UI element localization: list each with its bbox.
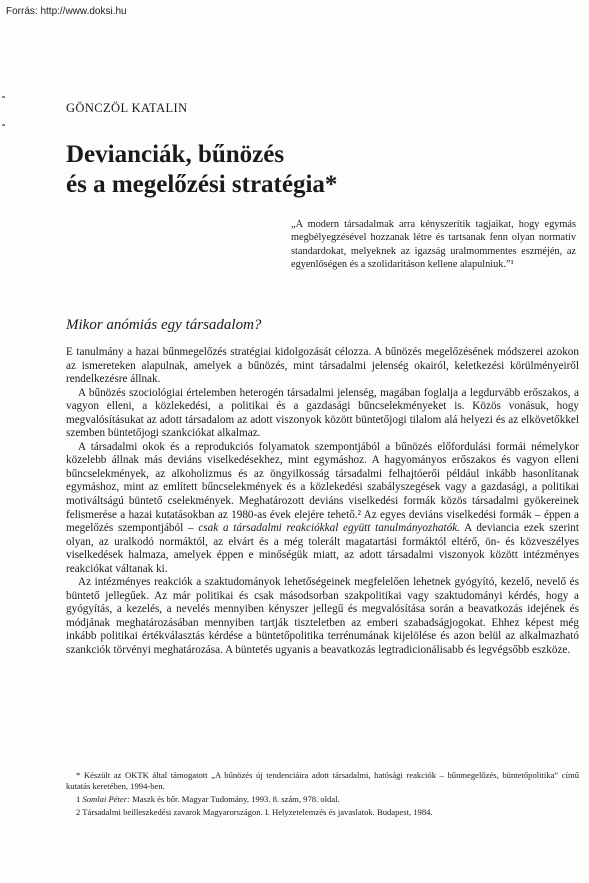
scan-margin-mark (2, 124, 5, 126)
footnote-1-text: Maszk és bőr. Magyar Tudomány, 1993. 8. szám, 978. oldal. (129, 794, 340, 804)
footnote-star: * Készült az OKTK által támogatott „A bűnözés új tendenciáira adott társadalmi, hatósági reakciók – bűnmegelőzés, büntetőpolitika” című kutatás keretében, 1994-ben. (66, 770, 579, 791)
title-line-2: és a megelőzési stratégia* (66, 171, 338, 198)
footnote-1-number: 1 (76, 794, 83, 804)
paragraph-3-emphasis: csak a társadalmi reakciókkal együtt tanulmányozhatók. (198, 522, 460, 535)
scan-margin-mark (2, 96, 5, 98)
paragraph-2: A bűnözés szociológiai értelemben heterogén társadalmi jelenség, magában foglalja a legdurvább erőszakos, a vagyon elleni, a közlekedési, a politikai és a gazdasági bűncselekményeket is. Közös vonásuk, hogy megvalósításukat az adott társadalom az adott viszonyok között büntetőjogi tilalom alá helyezi és az elkövetőkkel szemben büntetőjogi szankciókat alkalmaz. (66, 386, 579, 440)
source-label: Forrás: http://www.doksi.hu (6, 6, 127, 17)
epigraph-quote: „A modern társadalmak arra kényszerítik tagjaikat, hogy egymás megbélyegzésével hozzanak létre és tartsanak fenn olyan normatív standardokat, melyeknek az igazság uralmommentes eszméjén, az egyenlőségen és a szolidaritáson kellene alapulniuk.”¹ (291, 219, 576, 271)
title-line-1: Devianciák, bűnözés (66, 141, 285, 168)
paragraph-3-part-c: A deviancia ezek szerint olyan, az uralkodó normáktól, az elvárt és a még tolerált magatartási formáktól eltérő, ön- és közveszélyes viselkedések halmaza, amelyek éppen e minőségük miatt, az adott társadalmi viszonyok között intézményes reakciókat váltanak ki. (66, 522, 580, 575)
footnotes (66, 770, 579, 820)
author-name: GÖNCZÖL KATALIN (66, 101, 188, 115)
article-title (66, 140, 526, 200)
paragraph-3 (66, 441, 579, 576)
section-heading: Mikor anómiás egy társadalom? (66, 317, 262, 333)
footnote-1-author: Somlai Péter: (82, 794, 130, 804)
footnote-2: 2 Társadalmi beilleszkedési zavarok Magyarországon. I. Helyzetelemzés és javaslatok. Budapest, 1984. (76, 807, 433, 817)
paragraph-4: Az intézményes reakciók a szaktudományok lehetőségeinek megfelelően lehetnek gyógyító, kezelő, nevelő és büntető jellegűek. Az már politikai és csak másodsorban szakpolitikai vagy szaktudományi kérdés, hogy a gyógyítás, a kezelés, a nevelés mennyiben kényszer jellegű és megvalósítása során a beavatkozás idejének és módjának meghatározásában mennyiben tartják tiszteletben az emberi szabadságjogokat. Ehhez képest még inkább politikai értékválasztás kérdése a büntetőpolitika terrénumának kijelölése és azon belül az alkalmazható szankciók törvényi meghatározása. A büntetés ugyanis a beavatkozás legtradicionálisabb és legvégsőbb eszköze. (66, 576, 579, 657)
footnote-1 (66, 794, 579, 805)
paragraph-1: E tanulmány a hazai bűnmegelőzés stratégiai kidolgozását célozza. A bűnözés megelőzésének módszerei azokon az ismereteken alapulnak, amelyek a bűnözés, mint társadalmi jelenség okairól, keletkezési körülményeiről rendelkezésre állnak. (66, 346, 579, 386)
body-text (66, 346, 579, 658)
paragraph-3-part-a: A társadalmi okok és a reprodukciós folyamatok szempontjából a bűnözés előfordulási formái némelykor közelebb állnak más deviáns viselkedésekhez, mint egymáshoz. A hagyományos erőszakos és vagyon elleni bűncselekmények, az alkoholizmus és az öngyilkosság társadalmi felhajtóerői például inkább hasonlítanak egymáshoz, mint az említett bűncselekmények és a közlekedési szabályszegések vagy a gazdasági, a politikai motiváltságú büntető cselekmények. Meghatározott deviáns viselkedési formák közös társadalmi gyökereinek felismerése a hazai kutatásokban az 1980-as évek elejére tehető.² Az egyes deviáns viselkedési formák – éppen a megelőzés szempontjából – (66, 440, 579, 535)
